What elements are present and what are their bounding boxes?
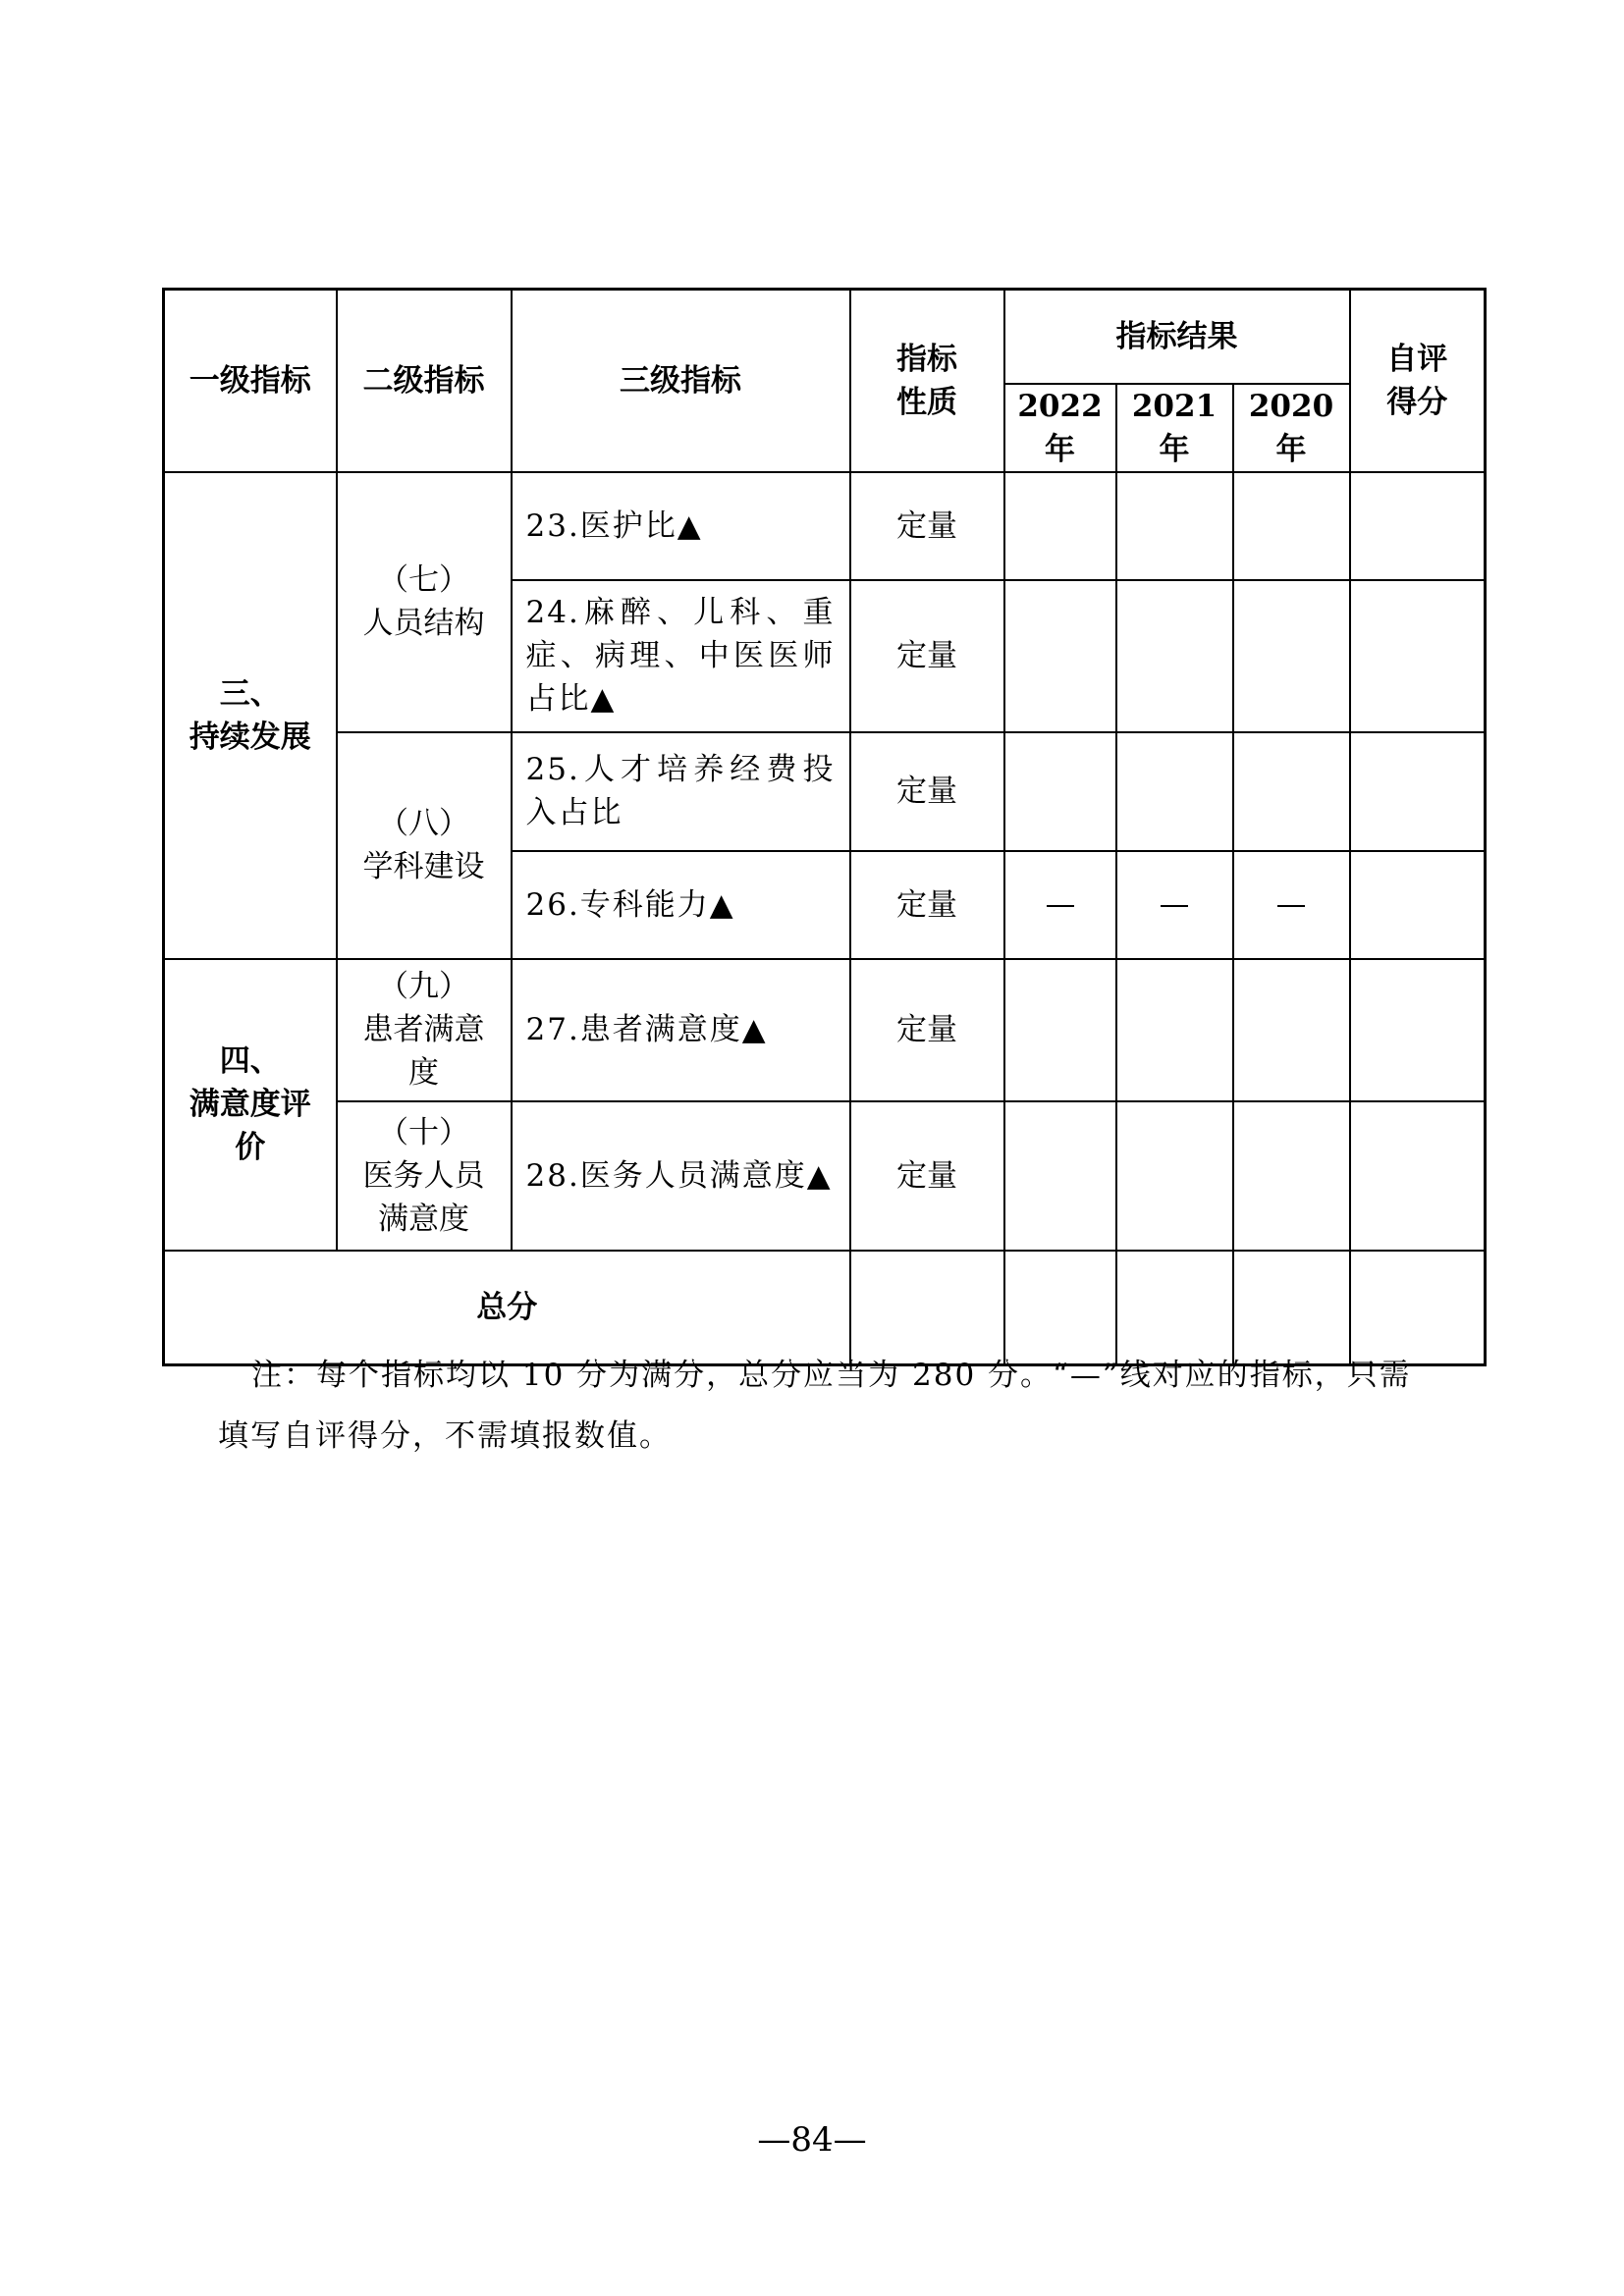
result-cell[interactable] bbox=[1233, 1101, 1350, 1251]
level2-discipline-building bbox=[337, 732, 512, 959]
nature-item-28: 定量 bbox=[850, 1101, 1004, 1251]
nature-item-25: 定量 bbox=[850, 732, 1004, 851]
indicator-table-container bbox=[162, 288, 1484, 1366]
level3-item-28: 28.医务人员满意度▲ bbox=[512, 1101, 850, 1251]
level2-label-line1: （八） bbox=[378, 806, 469, 841]
result-cell[interactable] bbox=[1116, 1101, 1233, 1251]
header-level1: 一级指标 bbox=[164, 290, 337, 472]
page-number: —84— bbox=[757, 2120, 867, 2160]
level2-label-line2: 医务人员 bbox=[362, 1157, 485, 1194]
level2-staff-satisfaction bbox=[337, 1101, 512, 1251]
nature-item-26: 定量 bbox=[850, 851, 1004, 959]
level2-label-line1: （十） bbox=[378, 1114, 469, 1150]
nature-item-23: 定量 bbox=[850, 472, 1004, 580]
level2-label-line2: 人员结构 bbox=[362, 606, 485, 641]
level2-label-line3: 满意度 bbox=[378, 1201, 469, 1237]
result-cell[interactable] bbox=[1004, 580, 1116, 732]
level1-label-line1: 三、 bbox=[219, 675, 281, 712]
nature-item-24: 定量 bbox=[850, 580, 1004, 732]
result-cell[interactable] bbox=[1233, 732, 1350, 851]
result-cell-dash bbox=[1233, 851, 1350, 959]
header-nature bbox=[850, 290, 1004, 472]
level2-label-line2: 患者满意 bbox=[362, 1012, 485, 1047]
header-level2: 二级指标 bbox=[337, 290, 512, 472]
note-line2: 填写自评得分，不需填报数值。 bbox=[218, 1418, 672, 1454]
level3-item-26: 26.专科能力▲ bbox=[512, 851, 850, 959]
score-cell[interactable] bbox=[1350, 580, 1486, 732]
header-year-2022: 2022 年 bbox=[1004, 384, 1116, 472]
result-cell-dash bbox=[1004, 851, 1116, 959]
score-cell[interactable] bbox=[1350, 472, 1486, 580]
result-cell[interactable] bbox=[1116, 959, 1233, 1101]
level1-label-line2: 持续发展 bbox=[189, 719, 311, 755]
result-cell[interactable] bbox=[1004, 959, 1116, 1101]
level1-label-line1: 四、 bbox=[219, 1043, 281, 1079]
header-score-line1: 自评 bbox=[1386, 341, 1448, 377]
header-level3: 三级指标 bbox=[512, 290, 850, 472]
level1-sustainable-development bbox=[164, 472, 337, 959]
indicator-table bbox=[162, 288, 1487, 1366]
header-nature-line2: 性质 bbox=[896, 384, 957, 420]
header-score-line2: 得分 bbox=[1386, 384, 1448, 420]
score-cell[interactable] bbox=[1350, 851, 1486, 959]
header-year-2020: 2020 年 bbox=[1233, 384, 1350, 472]
header-results: 指标结果 bbox=[1004, 290, 1350, 384]
result-cell[interactable] bbox=[1233, 472, 1350, 580]
result-cell[interactable] bbox=[1116, 580, 1233, 732]
result-cell-dash bbox=[1116, 851, 1233, 959]
header-self-score bbox=[1350, 290, 1486, 472]
result-cell[interactable] bbox=[1116, 732, 1233, 851]
level1-satisfaction-evaluation bbox=[164, 959, 337, 1251]
level3-item-24: 24.麻醉、儿科、重症、病理、中医医师占比▲ bbox=[512, 580, 850, 732]
result-cell[interactable] bbox=[1004, 472, 1116, 580]
level1-label-line3: 价 bbox=[235, 1130, 266, 1165]
score-cell[interactable] bbox=[1350, 1101, 1486, 1251]
result-cell[interactable] bbox=[1004, 732, 1116, 851]
dash-mark bbox=[1161, 905, 1188, 907]
level2-staff-structure bbox=[337, 472, 512, 732]
level2-label-line1: （七） bbox=[378, 562, 469, 598]
nature-item-27: 定量 bbox=[850, 959, 1004, 1101]
level2-label-line1: （九） bbox=[378, 969, 469, 1004]
result-cell[interactable] bbox=[1233, 580, 1350, 732]
result-cell[interactable] bbox=[1004, 1101, 1116, 1251]
level3-item-27: 27.患者满意度▲ bbox=[512, 959, 850, 1101]
result-cell[interactable] bbox=[1116, 472, 1233, 580]
score-cell[interactable] bbox=[1350, 732, 1486, 851]
result-cell[interactable] bbox=[1233, 959, 1350, 1101]
dash-mark bbox=[1277, 905, 1305, 907]
level2-label-line2: 学科建设 bbox=[362, 849, 485, 884]
header-year-2021: 2021 年 bbox=[1116, 384, 1233, 472]
level2-patient-satisfaction bbox=[337, 959, 512, 1101]
level2-label-line3: 度 bbox=[408, 1055, 439, 1091]
dash-mark bbox=[1047, 905, 1074, 907]
level3-item-23: 23.医护比▲ bbox=[512, 472, 850, 580]
header-nature-line1: 指标 bbox=[896, 341, 957, 377]
score-cell[interactable] bbox=[1350, 959, 1486, 1101]
total-label: 总分 bbox=[164, 1251, 850, 1365]
level3-item-25: 25.人才培养经费投入占比 bbox=[512, 732, 850, 851]
level1-label-line2: 满意度评 bbox=[189, 1087, 311, 1122]
note-line1: 注：每个指标均以 10 分为满分，总分应当为 280 分。“—”线对应的指标，只需 bbox=[251, 1358, 1412, 1393]
